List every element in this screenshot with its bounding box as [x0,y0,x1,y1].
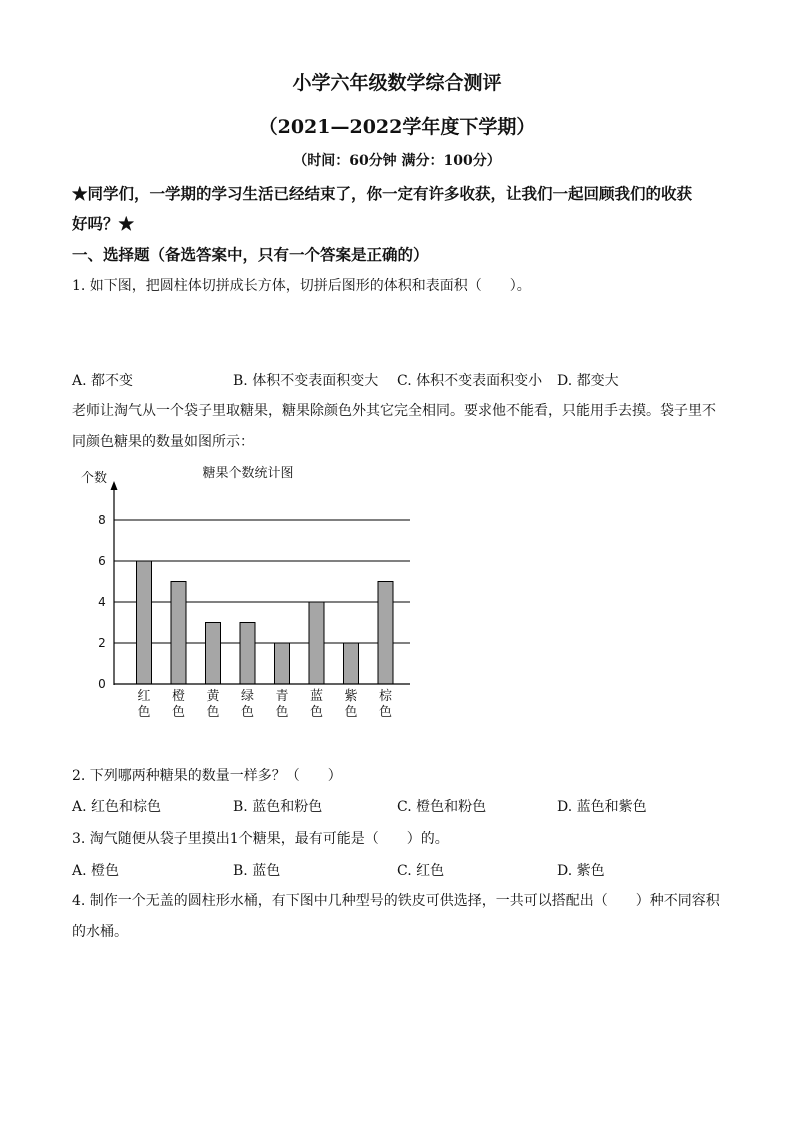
x-tick-label: 黄 [206,689,220,704]
x-tick-label: 紫 [344,689,358,704]
q1-option-d: D. 都变大 [557,373,619,389]
page-title: 小学六年级数学综合测评 [292,72,502,94]
x-tick-label: 色 [206,705,220,720]
q3-stem: 3. 淘气随便从袋子里摸出1个糖果，最有可能是（ ）的。 [72,831,449,847]
y-axis-arrow [111,481,118,490]
passage-line-1: 老师让淘气从一个袋子里取糖果，糖果除颜色外其它完全相同。要求他不能看，只能用手去摸。袋子里不 [72,403,716,419]
section-heading: 一、选择题（备选答案中，只有一个答案是正确的） [72,245,429,264]
bar-5 [275,643,290,684]
q1-option-a: A. 都不变 [72,373,134,389]
bar-6 [309,602,324,684]
q3-option-a: A. 橙色 [72,863,120,879]
bar-3 [206,623,221,685]
y-axis-label: 个数 [81,471,108,486]
q2-option-c: C. 橙色和粉色 [397,799,487,815]
passage-line-2: 同颜色糖果的数量如图所示： [72,434,254,450]
exam-meta: （时间：60分钟 满分：100分） [293,153,501,169]
intro-line-1: ★同学们，一学期的学习生活已经结束了，你一定有许多收获，让我们一起回顾我们的收获 [72,184,693,203]
q4-line-2: 的水桶。 [72,924,128,940]
x-tick-label: 色 [137,705,151,720]
page-subtitle: （2021—2022学年度下学期） [258,116,536,138]
x-tick-label: 色 [378,705,393,720]
q2-option-a: A. 红色和棕色 [72,799,162,815]
bar-7 [344,643,359,684]
x-tick-label: 色 [171,705,186,720]
q1-option-b: B. 体积不变表面积变大 [233,373,379,389]
y-tick-label: 8 [98,513,106,527]
y-tick-label: 0 [98,677,106,691]
x-tick-label: 蓝 [309,689,324,704]
x-tick-label: 色 [344,705,358,720]
intro-line-2: 好吗？★ [72,214,135,233]
bar-1 [137,561,152,684]
x-tick-label: 棕 [378,689,393,704]
bar-8 [378,582,393,685]
x-tick-label: 色 [240,705,255,720]
x-tick-label: 色 [275,705,289,720]
y-tick-label: 2 [98,636,106,650]
q2-stem: 2. 下列哪两种糖果的数量一样多？（ ） [72,768,342,784]
candy-bar-chart [60,455,430,730]
q3-option-b: B. 蓝色 [233,863,281,879]
q2-option-d: D. 蓝色和紫色 [557,799,647,815]
q3-option-d: D. 紫色 [557,863,605,879]
q1-stem: 1. 如下图，把圆柱体切拼成长方体，切拼后图形的体积和表面积（ ）。 [72,278,531,294]
x-tick-label: 绿 [240,689,255,704]
q1-option-c: C. 体积不变表面积变小 [397,373,543,389]
bar-4 [240,623,255,685]
bar-2 [171,582,186,685]
y-tick-label: 6 [98,554,106,568]
x-tick-label: 橙 [171,689,186,704]
q4-line-1: 4. 制作一个无盖的圆柱形水桶，有下图中几种型号的铁皮可供选择，一共可以搭配出（ ）种不同容积 [72,893,720,909]
q3-option-c: C. 红色 [397,863,445,879]
q2-option-b: B. 蓝色和粉色 [233,799,323,815]
chart-title: 糖果个数统计图 [202,466,294,481]
y-tick-label: 4 [98,595,106,609]
x-tick-label: 色 [309,705,324,720]
x-tick-label: 青 [275,689,289,704]
x-tick-label: 红 [137,689,151,704]
